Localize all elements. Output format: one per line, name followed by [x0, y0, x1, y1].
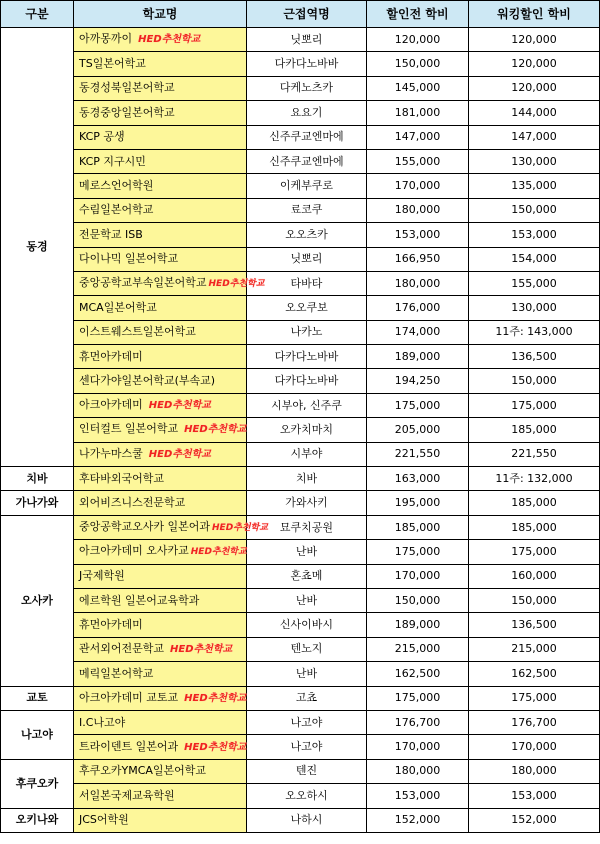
price-cell: 205,000 — [367, 418, 469, 442]
school-name: 동경중앙일본어학교 — [79, 105, 175, 119]
school-name: 전문학교 ISB — [79, 227, 143, 241]
region-cell: 가나가와 — [1, 491, 74, 515]
school-name: TS일본어학교 — [79, 57, 146, 71]
school-name: MCA일본어학교 — [79, 300, 157, 314]
table-row — [1, 296, 600, 320]
school-name: 외어비즈니스전문학교 — [79, 496, 186, 510]
walk-price-cell: 215,000 — [469, 637, 600, 661]
walk-price-cell: 185,000 — [469, 515, 600, 539]
station-cell: 닛뽀리 — [247, 28, 367, 52]
station-cell: 고쵸 — [247, 686, 367, 710]
school-name-cell — [74, 149, 247, 173]
school-name-cell — [74, 515, 268, 539]
station-cell: 이케부쿠로 — [247, 174, 367, 198]
walk-price-cell: 221,550 — [469, 442, 600, 466]
walk-price-cell: 170,000 — [469, 735, 600, 759]
station-cell: 오오쿠보 — [247, 296, 367, 320]
table-row — [1, 28, 600, 52]
price-cell: 176,000 — [367, 296, 469, 320]
school-name-cell — [74, 540, 247, 564]
school-name-cell — [74, 564, 247, 588]
price-cell: 195,000 — [367, 491, 469, 515]
region-cell: 동경 — [1, 28, 74, 467]
school-name-cell — [74, 467, 247, 491]
price-cell: 194,250 — [367, 369, 469, 393]
price-cell: 153,000 — [367, 223, 469, 247]
walk-price-cell: 175,000 — [469, 540, 600, 564]
table-row — [1, 491, 600, 515]
hed-recommended-badge: HED추천학교 — [148, 448, 211, 460]
walk-price-cell: 147,000 — [469, 125, 600, 149]
hed-recommended-badge: HED추천학교 — [184, 741, 247, 753]
region-cell: 후쿠오카 — [1, 759, 74, 808]
table-row — [1, 174, 600, 198]
station-cell: 닛뽀리 — [247, 247, 367, 271]
table-row — [1, 76, 600, 100]
price-cell: 163,000 — [367, 467, 469, 491]
school-name-cell — [74, 637, 247, 661]
hed-recommended-badge: HED추천학교 — [170, 643, 233, 655]
walk-price-cell: 155,000 — [469, 271, 600, 295]
station-cell: 타바타 — [247, 271, 367, 295]
walk-price-cell: 11주: 143,000 — [469, 320, 600, 344]
station-cell: 나카노 — [247, 320, 367, 344]
walk-price-cell: 120,000 — [469, 76, 600, 100]
station-cell: 오카치마치 — [247, 418, 367, 442]
table-row — [1, 686, 600, 710]
school-name-cell — [74, 369, 247, 393]
price-cell: 170,000 — [367, 735, 469, 759]
station-cell: 다케노츠카 — [247, 76, 367, 100]
price-cell: 175,000 — [367, 686, 469, 710]
table-row — [1, 637, 600, 661]
walk-price-cell: 130,000 — [469, 149, 600, 173]
school-name-cell — [74, 662, 247, 686]
school-name-cell — [74, 52, 247, 76]
school-name: 아까몽까이 — [79, 32, 133, 46]
school-name: 동경성북일본어학교 — [79, 81, 175, 95]
table-row — [1, 564, 600, 588]
region-cell: 오사카 — [1, 515, 74, 686]
price-cell: 180,000 — [367, 271, 469, 295]
price-cell: 176,700 — [367, 710, 469, 734]
school-name: 아크아카데미 오사카교 — [79, 544, 189, 558]
station-cell: 가와사키 — [247, 491, 367, 515]
table-row — [1, 808, 600, 832]
table-row — [1, 515, 600, 539]
walk-price-cell: 152,000 — [469, 808, 600, 832]
price-cell: 215,000 — [367, 637, 469, 661]
school-name-cell — [74, 174, 247, 198]
school-name: 이스트웨스트일본어학교 — [79, 325, 196, 339]
walk-price-cell: 144,000 — [469, 101, 600, 125]
school-name: KCP 지구시민 — [79, 154, 146, 168]
school-name-cell — [74, 76, 247, 100]
station-cell: 치바 — [247, 467, 367, 491]
table-row — [1, 442, 600, 466]
table-row — [1, 125, 600, 149]
table-row — [1, 540, 600, 564]
walk-price-cell: 175,000 — [469, 393, 600, 417]
station-cell: 혼쵸메 — [247, 564, 367, 588]
price-cell: 185,000 — [367, 515, 469, 539]
station-cell: 난바 — [247, 588, 367, 612]
table-row — [1, 467, 600, 491]
school-name-cell — [74, 223, 247, 247]
school-name: 나가누마스쿨 — [79, 446, 143, 460]
school-name-cell — [74, 296, 247, 320]
walk-price-cell: 150,000 — [469, 198, 600, 222]
school-name-cell — [74, 588, 247, 612]
school-name-cell — [74, 686, 247, 710]
school-name-cell — [74, 125, 247, 149]
table-row — [1, 784, 600, 808]
school-name: 다이나믹 일본어학교 — [79, 252, 179, 266]
price-cell: 152,000 — [367, 808, 469, 832]
walk-price-cell: 154,000 — [469, 247, 600, 271]
hed-recommended-badge: HED추천학교 — [148, 400, 211, 412]
school-name: 관서외어전문학교 — [79, 641, 165, 655]
school-name: 에르학원 일본어교육학과 — [79, 593, 200, 607]
price-cell: 189,000 — [367, 613, 469, 637]
school-name: 트라이덴트 일본어과 — [79, 739, 179, 753]
price-cell: 180,000 — [367, 759, 469, 783]
price-cell: 221,550 — [367, 442, 469, 466]
hed-recommended-badge: HED추천학교 — [184, 424, 247, 436]
walk-price-cell: 162,500 — [469, 662, 600, 686]
header-region: 구분 — [1, 1, 74, 28]
price-cell: 174,000 — [367, 320, 469, 344]
station-cell: 다카다노바바 — [247, 52, 367, 76]
school-name: 중앙공학교오사카 일본어과 — [79, 520, 211, 533]
region-cell: 교토 — [1, 686, 74, 710]
header-row — [1, 1, 600, 28]
station-cell: 난바 — [247, 662, 367, 686]
school-name-cell — [74, 198, 247, 222]
school-name-cell — [74, 345, 247, 369]
price-cell: 170,000 — [367, 564, 469, 588]
station-cell: 다카다노바바 — [247, 369, 367, 393]
school-name: 아크아카데미 — [79, 398, 143, 412]
school-name: KCP 공생 — [79, 130, 125, 144]
station-cell: 료코쿠 — [247, 198, 367, 222]
table-row — [1, 735, 600, 759]
station-cell: 난바 — [247, 540, 367, 564]
price-cell: 147,000 — [367, 125, 469, 149]
school-name-cell — [74, 808, 247, 832]
station-cell: 텐노지 — [247, 637, 367, 661]
walk-price-cell: 130,000 — [469, 296, 600, 320]
table-row — [1, 149, 600, 173]
table-row — [1, 662, 600, 686]
region-cell: 치바 — [1, 467, 74, 491]
table-row — [1, 223, 600, 247]
hed-recommended-badge: HED추천학교 — [212, 523, 268, 533]
school-name-cell — [74, 784, 247, 808]
table-row — [1, 247, 600, 271]
table-row — [1, 198, 600, 222]
header-walk-price: 워킹할인 학비 — [469, 1, 600, 28]
region-cell: 오키나와 — [1, 808, 74, 832]
station-cell: 요요기 — [247, 101, 367, 125]
station-cell: 나고야 — [247, 710, 367, 734]
walk-price-cell: 176,700 — [469, 710, 600, 734]
school-name-cell — [74, 442, 247, 466]
station-cell: 오오하시 — [247, 784, 367, 808]
table-row — [1, 320, 600, 344]
table-row — [1, 52, 600, 76]
walk-price-cell: 136,500 — [469, 345, 600, 369]
walk-price-cell: 160,000 — [469, 564, 600, 588]
table-body — [1, 28, 600, 833]
station-cell: 신주쿠교엔마에 — [247, 149, 367, 173]
school-name: 중앙공학교부속일본어학교 — [79, 276, 207, 290]
school-name-cell — [74, 271, 265, 295]
walk-price-cell: 153,000 — [469, 223, 600, 247]
header-price: 할인전 학비 — [367, 1, 469, 28]
station-cell: 시부야 — [247, 442, 367, 466]
price-cell: 189,000 — [367, 345, 469, 369]
school-name: 메릭일본어학교 — [79, 666, 154, 680]
station-cell: 신주쿠교엔마에 — [247, 125, 367, 149]
table-row — [1, 418, 600, 442]
hed-recommended-badge: HED추천학교 — [184, 692, 247, 704]
walk-price-cell: 136,500 — [469, 613, 600, 637]
table-row — [1, 759, 600, 783]
table-row — [1, 710, 600, 734]
walk-price-cell: 120,000 — [469, 28, 600, 52]
table-row — [1, 393, 600, 417]
school-name-cell — [74, 320, 247, 344]
walk-price-cell: 120,000 — [469, 52, 600, 76]
region-cell: 나고야 — [1, 710, 74, 759]
school-name-cell — [74, 393, 247, 417]
price-cell: 150,000 — [367, 588, 469, 612]
price-cell: 170,000 — [367, 174, 469, 198]
walk-price-cell: 150,000 — [469, 369, 600, 393]
school-name: 인터컬트 일본어학교 — [79, 422, 179, 436]
walk-price-cell: 175,000 — [469, 686, 600, 710]
price-cell: 181,000 — [367, 101, 469, 125]
table-row — [1, 271, 600, 295]
school-name: 아크아카데미 교토교 — [79, 690, 179, 704]
school-name: 메로스언어학원 — [79, 179, 154, 193]
station-cell: 묘쿠치공원 — [247, 515, 367, 539]
school-name: JCS어학원 — [79, 813, 129, 827]
station-cell: 나하시 — [247, 808, 367, 832]
table-row — [1, 588, 600, 612]
price-cell: 145,000 — [367, 76, 469, 100]
price-cell: 155,000 — [367, 149, 469, 173]
walk-price-cell: 153,000 — [469, 784, 600, 808]
header-school: 학교명 — [74, 1, 247, 28]
price-cell: 175,000 — [367, 540, 469, 564]
walk-price-cell: 11주: 132,000 — [469, 467, 600, 491]
school-name-cell — [74, 418, 247, 442]
school-name: 후타바외국어학교 — [79, 471, 165, 485]
school-name: 휴먼아카데미 — [79, 349, 143, 363]
table-row — [1, 613, 600, 637]
school-name-cell — [74, 491, 247, 515]
school-name: 휴먼아카데미 — [79, 618, 143, 632]
school-name-cell — [74, 613, 247, 637]
walk-price-cell: 185,000 — [469, 491, 600, 515]
station-cell: 신사이바시 — [247, 613, 367, 637]
school-name-cell — [74, 247, 247, 271]
school-name-cell — [74, 101, 247, 125]
station-cell: 다카다노바바 — [247, 345, 367, 369]
school-name-cell — [74, 735, 247, 759]
school-name: J국제학원 — [79, 569, 125, 583]
school-name: 센다가야일본어학교(부속교) — [79, 374, 216, 388]
table-row — [1, 345, 600, 369]
station-cell: 시부야, 신주쿠 — [247, 393, 367, 417]
walk-price-cell: 135,000 — [469, 174, 600, 198]
table-row — [1, 101, 600, 125]
price-cell: 175,000 — [367, 393, 469, 417]
walk-price-cell: 185,000 — [469, 418, 600, 442]
hed-recommended-badge: HED추천학교 — [138, 34, 201, 46]
price-cell: 153,000 — [367, 784, 469, 808]
price-cell: 150,000 — [367, 52, 469, 76]
school-name-cell — [74, 28, 247, 52]
hed-recommended-badge: HED추천학교 — [208, 279, 265, 290]
price-cell: 180,000 — [367, 198, 469, 222]
school-name-cell — [74, 759, 247, 783]
station-cell: 텐진 — [247, 759, 367, 783]
hed-recommended-badge: HED추천학교 — [190, 547, 247, 558]
price-cell: 120,000 — [367, 28, 469, 52]
school-name: 후쿠오카YMCA일본어학교 — [79, 764, 207, 778]
walk-price-cell: 150,000 — [469, 588, 600, 612]
school-name-cell — [74, 710, 247, 734]
header-station: 근접역명 — [247, 1, 367, 28]
walk-price-cell: 180,000 — [469, 759, 600, 783]
school-name: 수림일본어학교 — [79, 203, 154, 217]
price-cell: 166,950 — [367, 247, 469, 271]
station-cell: 나고야 — [247, 735, 367, 759]
school-name: I.C나고야 — [79, 715, 126, 729]
price-cell: 162,500 — [367, 662, 469, 686]
table-row — [1, 369, 600, 393]
school-name: 서일본국제교육학원 — [79, 788, 175, 802]
station-cell: 오오츠카 — [247, 223, 367, 247]
